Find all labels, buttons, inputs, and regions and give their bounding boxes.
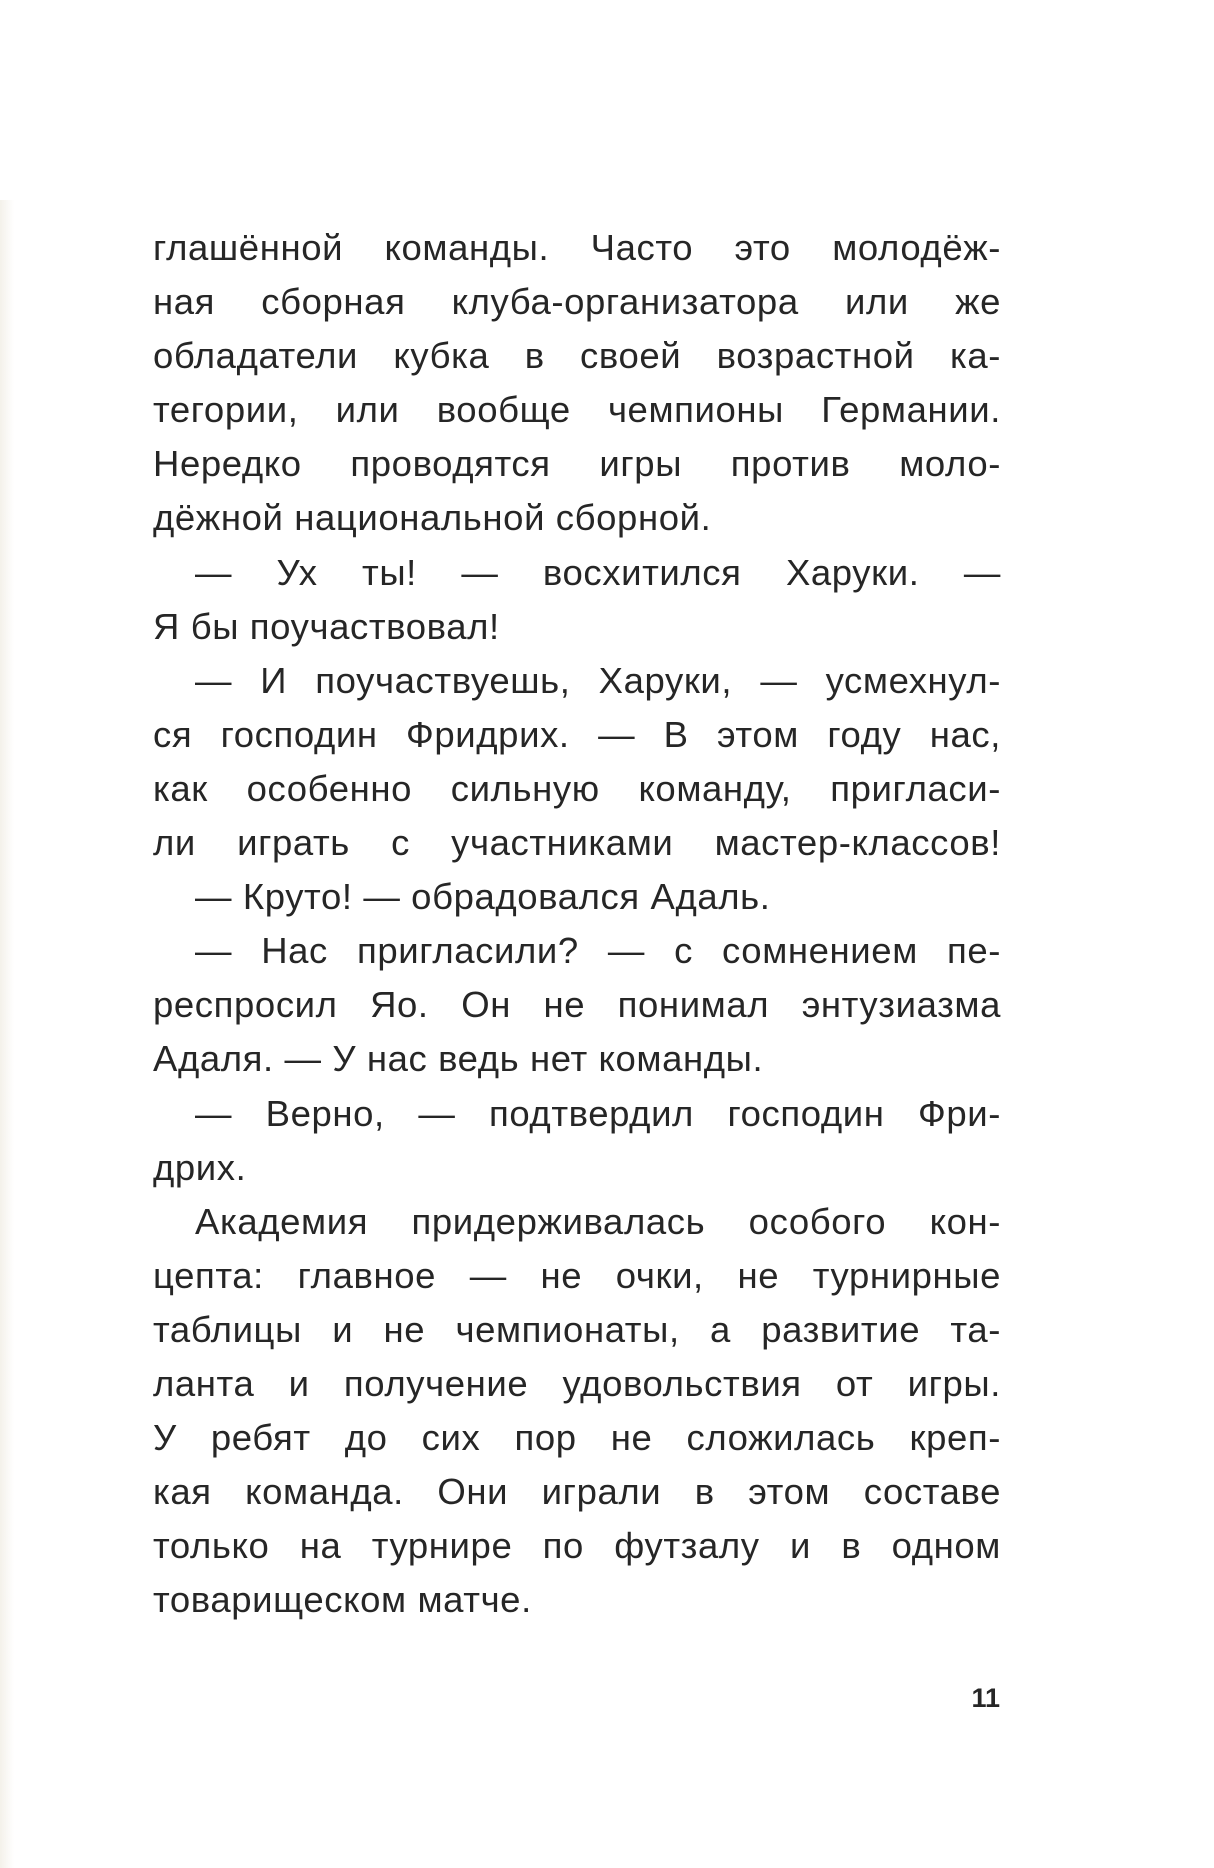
text-line: респросил Яо. Он не понимал энтузиазма xyxy=(153,984,1001,1026)
page-edge-shadow xyxy=(0,200,14,1868)
page-number: 11 xyxy=(971,1683,1000,1713)
text-line: обладатели кубка в своей возрастной ка- xyxy=(153,335,1001,377)
text-line: ся господин Фридрих. — В этом году нас, xyxy=(153,713,1001,755)
text-line: Адаля. — У нас ведь нет команды. xyxy=(153,1038,764,1080)
text-line: дёжной национальной сборной. xyxy=(153,497,712,539)
text-line: ли играть с участниками мастер-классов! xyxy=(153,822,1001,864)
text-line: цепта: главное — не очки, не турнирные xyxy=(153,1254,1001,1296)
text-line: товарищеском матче. xyxy=(153,1579,532,1621)
text-line: — И поучаствуешь, Харуки, — усмехнул- xyxy=(195,659,1001,701)
text-line: — Нас пригласили? — с сомнением пе- xyxy=(195,930,1001,972)
text-line: Я бы поучаствовал! xyxy=(153,605,500,647)
text-line: Академия придерживалась особого кон- xyxy=(195,1200,1001,1242)
text-line: тегории, или вообще чемпионы Германии. xyxy=(153,389,1001,431)
text-line: ланта и получение удовольствия от игры. xyxy=(153,1362,1001,1404)
text-line: только на турнире по футзалу и в одном xyxy=(153,1525,1001,1567)
text-line: — Круто! — обрадовался Адаль. xyxy=(195,876,771,918)
text-line: ная сборная клуба-организатора или же xyxy=(153,281,1001,323)
text-line: — Ух ты! — восхитился Харуки. — xyxy=(195,551,1001,593)
text-line: — Верно, — подтвердил господин Фри- xyxy=(195,1092,1001,1134)
body-text xyxy=(153,221,1001,1627)
text-line: глашённой команды. Часто это молодёж- xyxy=(153,227,1001,268)
text-line: Нередко проводятся игры против моло- xyxy=(153,443,1001,485)
text-line: таблицы и не чемпионаты, а развитие та- xyxy=(153,1308,1001,1350)
text-line: кая команда. Они играли в этом составе xyxy=(153,1471,1001,1513)
text-line: дрих. xyxy=(153,1146,247,1188)
text-line: У ребят до сих пор не сложилась креп- xyxy=(153,1417,1001,1459)
text-line: как особенно сильную команду, пригласи- xyxy=(153,767,1001,809)
